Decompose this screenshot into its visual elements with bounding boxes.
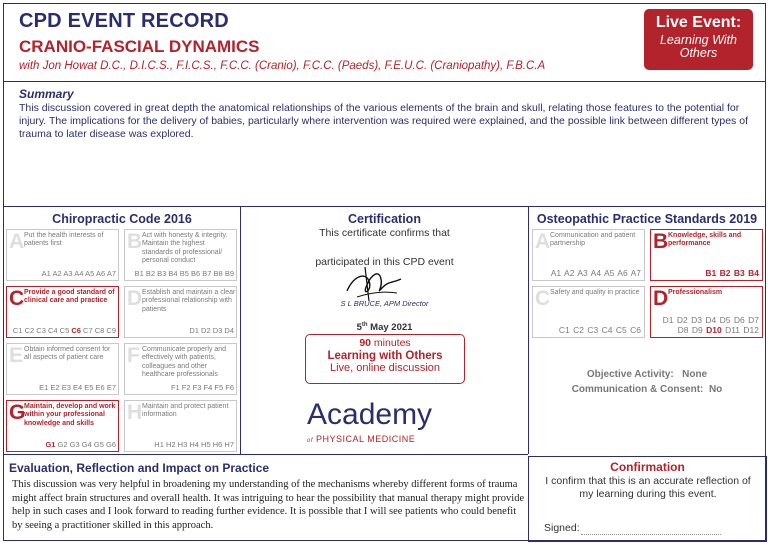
standard-code: C5 <box>615 325 627 335</box>
standard-letter: D <box>127 287 143 310</box>
event-title: CRANIO-FASCIAL DYNAMICS <box>19 37 260 56</box>
standard-code: A1 <box>41 269 51 278</box>
standard-code: F4 <box>203 383 213 392</box>
standard-letter: F <box>127 344 140 367</box>
standard-codes <box>654 315 759 335</box>
standard-letter: B <box>653 230 669 253</box>
standard-code: C9 <box>106 326 116 335</box>
standard-code: C7 <box>83 326 93 335</box>
duration <box>306 337 464 349</box>
standard-code: B3 <box>157 269 167 278</box>
page-title: CPD EVENT RECORD <box>19 10 229 32</box>
standard-codes <box>536 268 641 278</box>
standard-code: E6 <box>95 383 105 392</box>
cert-intro: This certificate confirms that <box>319 227 450 239</box>
standard-description: Establish and maintain a clear professional relationship with patients <box>142 289 236 313</box>
standard-code: D1 <box>662 315 674 325</box>
duration-number: 90 <box>359 337 371 349</box>
standard-code: B8 <box>213 269 223 278</box>
standard-code: B5 <box>179 269 189 278</box>
standard-code: F5 <box>214 383 224 392</box>
standard-description: Professionalism <box>668 289 723 296</box>
standard-code: C6 <box>630 325 641 335</box>
standard-code: C3 <box>36 326 46 335</box>
standard-code: G1 <box>45 440 56 449</box>
standard-code: C6 <box>71 326 81 335</box>
standard-letter: H <box>127 401 143 424</box>
standard-code: A6 <box>617 268 628 278</box>
standard-code: E7 <box>106 383 116 392</box>
confirmation-text: I confirm that this is an accurate reflection of my learning during this event. <box>545 475 751 500</box>
standard-code: D2 <box>201 326 211 335</box>
standard-code: A7 <box>106 269 116 278</box>
standard-code: C8 <box>94 326 105 335</box>
standard-box-d <box>650 286 763 338</box>
standard-code: A7 <box>630 268 641 278</box>
standard-code: B4 <box>748 268 759 278</box>
record-frame <box>3 3 766 541</box>
logo-of: of <box>307 438 314 444</box>
standard-codes <box>654 268 759 278</box>
standard-code: C2 <box>24 326 35 335</box>
standard-code: H2 <box>165 440 176 449</box>
event-mode: Live, online discussion <box>329 362 441 374</box>
standard-box-c <box>6 286 119 338</box>
evaluation-text: This discussion was very helpful in broadening my understanding of the mechanisms whereby different forms of trauma might affect brain structures and overall health. It was intriguing to hear the possibility that manual therapy might provide help in such cases and I look forward to reading further evidence. It is possible that I will see patients who could benefit by seeing a practitioner skilled in this approach. <box>12 479 525 531</box>
summary-section <box>4 81 765 207</box>
standard-code: B1 <box>134 269 144 278</box>
standard-code: B2 <box>145 269 156 278</box>
academy-logo <box>307 398 477 444</box>
standard-code: F2 <box>181 383 191 392</box>
objective-value: None <box>682 369 708 380</box>
standard-code: D3 <box>212 326 223 335</box>
standard-code: D11 <box>725 325 741 335</box>
standard-code: H7 <box>224 440 234 449</box>
standard-letter: A <box>9 230 25 253</box>
standard-code: A5 <box>85 269 95 278</box>
badge-title: Live Event: <box>655 14 742 31</box>
standard-codes <box>135 269 234 278</box>
event-details-box <box>305 334 465 384</box>
standard-code: E4 <box>72 383 83 392</box>
standard-code: A1 <box>550 268 562 278</box>
signer-name: S L BRUCE, APM Director <box>340 299 429 308</box>
standard-letter: E <box>9 344 24 367</box>
logo-sub-text: PHYSICAL MEDICINE <box>316 434 416 444</box>
standard-letter: G <box>9 401 26 424</box>
osteo-title: Osteopathic Practice Standards 2019 <box>536 212 758 226</box>
standard-code: A3 <box>577 268 588 278</box>
confirmation-box <box>528 456 767 542</box>
standard-code: D12 <box>743 325 759 335</box>
standard-code: D4 <box>705 315 717 325</box>
standard-code: D9 <box>691 325 703 335</box>
header <box>4 4 765 81</box>
date-rest: May 2021 <box>370 322 413 334</box>
logo-wordmark: Academy <box>307 398 433 431</box>
standard-codes <box>154 440 234 449</box>
osteopathic-standards-panel <box>528 207 765 454</box>
standard-code: A3 <box>63 269 73 278</box>
standard-code: C1 <box>558 325 570 335</box>
standard-code: C3 <box>587 325 599 335</box>
standard-description: Maintain, develop and work within your professional knowledge and skills <box>24 403 116 427</box>
consent-label: Communication & Consent: <box>571 384 704 395</box>
standard-code: B7 <box>202 269 212 278</box>
standard-description: Obtain informed consent for all aspects of patient care <box>24 346 111 362</box>
consent-value: No <box>708 384 723 395</box>
standard-codes <box>189 326 234 335</box>
duration-label: minutes <box>373 337 411 349</box>
standard-codes <box>536 325 641 335</box>
date-day: 5 <box>356 322 362 334</box>
standard-code: D10 <box>706 325 722 335</box>
standard-codes <box>171 383 234 392</box>
standard-code: D7 <box>748 315 759 325</box>
divider <box>4 454 528 455</box>
standard-code: E5 <box>84 383 94 392</box>
standard-code: C4 <box>601 325 613 335</box>
standard-code: D4 <box>224 326 234 335</box>
standard-code: H5 <box>201 440 211 449</box>
standard-code: A4 <box>590 268 602 278</box>
logo-subtitle <box>307 434 415 444</box>
standard-box-b <box>124 229 237 281</box>
standard-description: Put the health interests of patients first <box>24 232 104 248</box>
communication-consent <box>529 384 765 395</box>
standard-code: E1 <box>39 383 49 392</box>
signature-field[interactable] <box>581 534 721 535</box>
standard-code: H3 <box>177 440 188 449</box>
chiro-title: Chiropractic Code 2016 <box>52 212 192 226</box>
standard-code: F3 <box>192 383 202 392</box>
standard-description: Communication and patient partnership <box>550 232 636 248</box>
certification-panel <box>241 207 528 454</box>
date-suffix: th <box>361 322 368 328</box>
standard-code: A5 <box>603 268 615 278</box>
standard-description: Safety and quality in practice <box>550 289 640 296</box>
standard-letter: B <box>127 230 143 253</box>
standard-code: E3 <box>61 383 71 392</box>
standard-code: A2 <box>52 269 62 278</box>
standard-code: C5 <box>59 326 70 335</box>
standard-code: D2 <box>676 315 688 325</box>
standard-box-g <box>6 400 119 452</box>
live-event-badge <box>644 9 753 70</box>
standard-box-a <box>532 229 645 281</box>
confirmation-heading: Confirmation <box>610 460 685 474</box>
standard-description: Maintain and protect patient information <box>142 403 229 419</box>
summary-heading: Summary <box>19 87 74 101</box>
standard-codes <box>13 326 116 335</box>
standard-letter: A <box>535 230 551 253</box>
cert-participated: participated in this CPD event <box>315 256 454 268</box>
standard-letter: D <box>653 287 669 310</box>
standard-code: C4 <box>47 326 58 335</box>
standard-code: B2 <box>719 268 731 278</box>
standard-description: Communicate properly and effectively with patients, colleagues and other healthcare professionals <box>142 346 227 378</box>
standard-code: D3 <box>691 315 702 325</box>
standard-description: Knowledge, skills and performance <box>668 232 742 248</box>
standard-code: B4 <box>168 269 178 278</box>
event-date <box>241 322 528 333</box>
standard-box-f <box>124 343 237 395</box>
standard-box-h <box>124 400 237 452</box>
standard-box-a <box>6 229 119 281</box>
badge-subtitle: Learning With Others <box>659 33 737 60</box>
standard-code: D6 <box>733 315 745 325</box>
standard-code: G2 <box>57 440 68 449</box>
standard-code: G5 <box>93 440 104 449</box>
summary-text: This discussion covered in great depth the anatomical relationships of the various elements of the brain and skull, relating those features to the potential for injury. The implications for the delivery of babies, particularly where intervention was required were explained, and the possible link between different types of trauma to later disease was explored. <box>19 102 748 140</box>
standard-letter: C <box>535 287 551 310</box>
standard-code: A4 <box>74 269 84 278</box>
signed-label: Signed: <box>544 522 580 534</box>
standard-letter: C <box>9 287 25 310</box>
standard-code: B9 <box>224 269 234 278</box>
standard-box-c <box>532 286 645 338</box>
presenter-line: with Jon Howat D.C., D.I.C.S., F.I.C.S., F.C.C. (Cranio), F.C.C. (Paeds), F.E.U.C. (Craniopathy), F.B.C.A <box>19 60 546 72</box>
standard-code: A2 <box>564 268 575 278</box>
standard-description: Act with honesty & integrity. Maintain the highest standards of professional/ personal conduct <box>142 232 228 264</box>
standard-code: H6 <box>212 440 223 449</box>
standard-code: H1 <box>154 440 164 449</box>
standard-code: C2 <box>573 325 584 335</box>
standard-box-d <box>124 286 237 338</box>
standard-codes <box>45 440 116 449</box>
standard-box-b <box>650 229 763 281</box>
standard-codes <box>39 383 116 392</box>
standard-codes <box>42 269 116 278</box>
standard-code: D5 <box>719 315 731 325</box>
standard-code: D1 <box>189 326 199 335</box>
chiropractic-code-panel <box>4 207 241 454</box>
standard-code: H4 <box>189 440 199 449</box>
standard-code: A6 <box>95 269 106 278</box>
objective-label: Objective Activity: <box>586 369 674 380</box>
event-type: Learning with Others <box>327 350 443 362</box>
standard-code: C1 <box>12 326 23 335</box>
standard-code: G4 <box>81 440 92 449</box>
standard-code: E2 <box>50 383 60 392</box>
standard-description: Provide a good standard of clinical care and practice <box>24 289 115 305</box>
standard-code: G6 <box>105 440 116 449</box>
standard-code: F6 <box>225 383 234 392</box>
objective-activity <box>529 369 765 380</box>
standard-code: B6 <box>190 269 201 278</box>
standard-code: B3 <box>733 268 745 278</box>
standard-code: B1 <box>705 268 717 278</box>
standard-code: F1 <box>170 383 180 392</box>
standard-code: D8 <box>677 325 689 335</box>
standard-code: G3 <box>69 440 80 449</box>
cert-title: Certification <box>348 212 421 226</box>
standard-box-e <box>6 343 119 395</box>
evaluation-heading: Evaluation, Reflection and Impact on Practice <box>9 461 270 475</box>
